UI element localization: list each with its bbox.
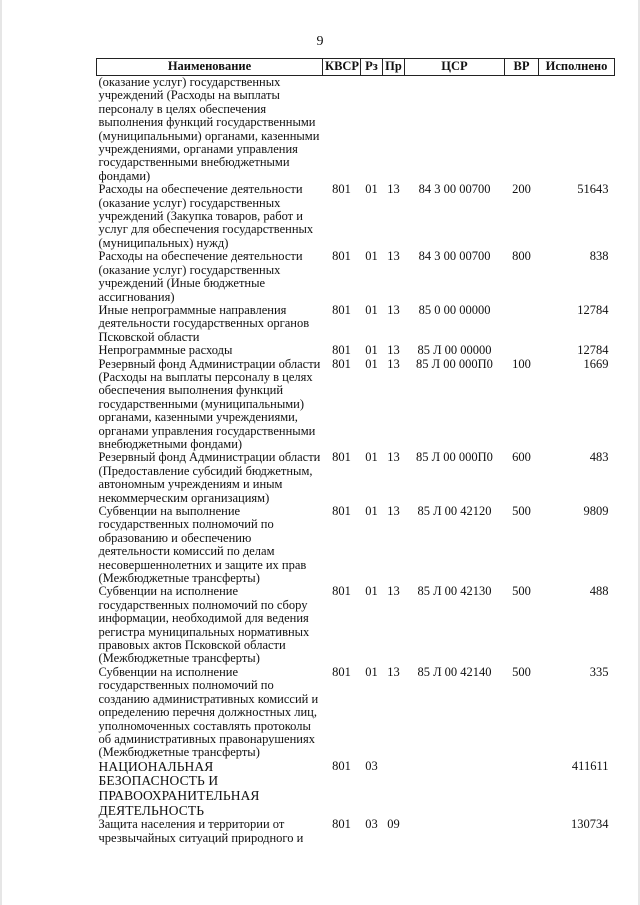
cell-kvsr: 801 <box>332 356 351 371</box>
cell-executed: 411611 <box>571 758 609 773</box>
table-row <box>97 585 615 665</box>
cell-executed: 488 <box>589 584 609 599</box>
cell-pr: 09 <box>387 817 400 832</box>
table-body <box>97 76 615 845</box>
budget-execution-table <box>96 58 615 845</box>
table-row <box>97 505 615 585</box>
table-header-row <box>97 59 615 76</box>
cell-name: Резервный фонд Администрации области (Расходы на выплаты персоналу в целях обеспечения выполнения функций государственными (муниципальными) органами, казенными учреждениями, органами управления государственными внебюджетными фондами) <box>98 356 321 451</box>
cell-pr: 13 <box>387 356 400 371</box>
column-header-rz: Рз <box>361 59 383 76</box>
table-row <box>97 250 615 304</box>
cell-name: Субвенции на исполнение государственных полномочий по созданию административных комиссий и определению перечня должностных лиц, уполномоченных составлять протоколы об административных правонарушениях (Межбюджетные трансферты) <box>98 664 319 760</box>
column-header-csr: ЦСР <box>405 59 505 76</box>
cell-executed: 130734 <box>571 817 609 832</box>
cell-pr: 13 <box>387 302 400 317</box>
cell-executed: 483 <box>589 450 609 465</box>
cell-kvsr: 801 <box>332 302 351 317</box>
cell-name: Субвенции на выполнение государственных полномочий по образованию и обеспечению деятельности комиссий по делам несовершеннолетних и защите их прав (Межбюджетные трансферты) <box>98 504 307 586</box>
cell-pr <box>383 760 405 818</box>
table-row <box>97 183 615 250</box>
table-row <box>97 304 615 344</box>
cell-pr: 13 <box>387 249 400 264</box>
cell-pr: 13 <box>387 664 400 679</box>
column-header-name: Наименование <box>97 59 323 76</box>
cell-rz: 01 <box>365 343 378 358</box>
table-row <box>97 451 615 505</box>
cell-kvsr: 801 <box>332 249 351 264</box>
cell-pr: 13 <box>387 584 400 599</box>
cell-rz: 01 <box>365 302 378 317</box>
table-row <box>97 76 615 184</box>
cell-csr: 85 Л 00 000П0 <box>416 356 493 371</box>
cell-vr: 600 <box>512 450 531 465</box>
scan-edge-left <box>0 0 2 905</box>
cell-name: НАЦИОНАЛЬНАЯ БЕЗОПАСНОСТЬ И ПРАВООХРАНИТЕЛЬНАЯ ДЕЯТЕЛЬНОСТЬ <box>98 758 260 818</box>
page-number: 9 <box>316 34 324 49</box>
cell-pr <box>383 76 405 184</box>
cell-kvsr: 801 <box>332 817 351 832</box>
cell-csr <box>405 760 505 818</box>
column-header-executed: Исполнено <box>539 59 615 76</box>
table-row <box>97 358 615 452</box>
cell-name: Непрограммные расходы <box>98 343 233 358</box>
cell-rz: 03 <box>365 758 378 773</box>
cell-csr: 85 Л 00 42120 <box>417 504 492 518</box>
cell-pr: 13 <box>387 343 400 358</box>
cell-csr <box>405 818 505 845</box>
cell-rz: 01 <box>365 182 378 197</box>
cell-rz: 01 <box>365 584 378 599</box>
cell-vr: 200 <box>512 182 531 197</box>
cell-vr <box>505 760 539 818</box>
cell-csr <box>405 76 505 184</box>
cell-kvsr: 801 <box>332 584 351 599</box>
cell-executed: 335 <box>589 664 609 679</box>
cell-pr: 13 <box>387 450 400 465</box>
column-header-vr: ВР <box>505 59 539 76</box>
cell-kvsr: 801 <box>332 504 351 518</box>
cell-csr: 85 Л 00 42130 <box>417 584 492 599</box>
cell-kvsr <box>323 76 361 184</box>
cell-kvsr: 801 <box>332 450 351 465</box>
cell-csr: 84 3 00 00700 <box>418 182 491 197</box>
cell-name: (оказание услуг) государственных учреждений (Расходы на выплаты персоналу в целях обеспечения выполнения функций государственными (муниципальными) органами, казенными учреждениями, органами управления государственными внебюджетными фондами) <box>98 75 320 183</box>
table-row <box>97 818 615 845</box>
cell-pr: 13 <box>387 182 400 197</box>
cell-vr <box>505 304 539 344</box>
cell-executed: 12784 <box>577 302 609 317</box>
cell-name: Защита населения и территории от чрезвычайных ситуаций природного и <box>98 817 304 845</box>
cell-executed: 12784 <box>577 343 609 358</box>
table-row <box>97 666 615 760</box>
cell-executed: 51643 <box>577 182 609 197</box>
cell-name: Субвенции на исполнение государственных полномочий по сбору информации, необходимой для ведения регистра муниципальных нормативных правовых актов Псковской области (Межбюджетные трансферты) <box>98 584 310 666</box>
cell-kvsr: 801 <box>332 182 351 197</box>
cell-vr: 100 <box>512 356 531 371</box>
cell-vr: 500 <box>512 504 531 518</box>
cell-name: Резервный фонд Администрации области (Предоставление субсидий бюджетным, автономным учреждениям и иным некоммерческим организациям) <box>98 450 321 505</box>
column-header-pr: Пр <box>383 59 405 76</box>
cell-kvsr: 801 <box>332 343 351 358</box>
cell-name: Расходы на обеспечение деятельности (оказание услуг) государственных учреждений (Закупка товаров, работ и услуг для обеспечения государственных (муниципальных) нужд) <box>98 182 314 250</box>
cell-vr: 500 <box>512 664 531 679</box>
cell-rz: 03 <box>365 817 378 832</box>
cell-executed: 9809 <box>583 504 609 518</box>
cell-name: Иные непрограммные направления деятельности государственных органов Псковской области <box>98 302 310 344</box>
cell-rz: 01 <box>365 504 378 518</box>
cell-kvsr: 801 <box>332 758 351 773</box>
cell-vr: 800 <box>512 249 531 264</box>
cell-rz <box>361 76 383 184</box>
cell-kvsr: 801 <box>332 664 351 679</box>
cell-name: Расходы на обеспечение деятельности (оказание услуг) государственных учреждений (Иные бюджетные ассигнования) <box>98 249 303 304</box>
cell-rz: 01 <box>365 356 378 371</box>
cell-pr: 13 <box>387 504 400 518</box>
cell-csr: 85 Л 00 00000 <box>417 343 492 358</box>
table-row <box>97 344 615 357</box>
cell-vr <box>505 818 539 845</box>
cell-rz: 01 <box>365 450 378 465</box>
cell-rz: 01 <box>365 249 378 264</box>
cell-csr: 84 3 00 00700 <box>418 249 491 264</box>
cell-rz: 01 <box>365 664 378 679</box>
cell-executed: 1669 <box>583 356 609 371</box>
cell-executed <box>539 76 615 184</box>
cell-vr <box>505 76 539 184</box>
cell-vr <box>505 344 539 357</box>
cell-csr: 85 Л 00 000П0 <box>416 450 493 465</box>
cell-vr: 500 <box>512 584 531 599</box>
cell-csr: 85 Л 00 42140 <box>417 664 492 679</box>
cell-executed: 838 <box>589 249 609 264</box>
table-row <box>97 760 615 818</box>
column-header-kvsr: КВСР <box>323 59 361 76</box>
cell-csr: 85 0 00 00000 <box>418 302 491 317</box>
